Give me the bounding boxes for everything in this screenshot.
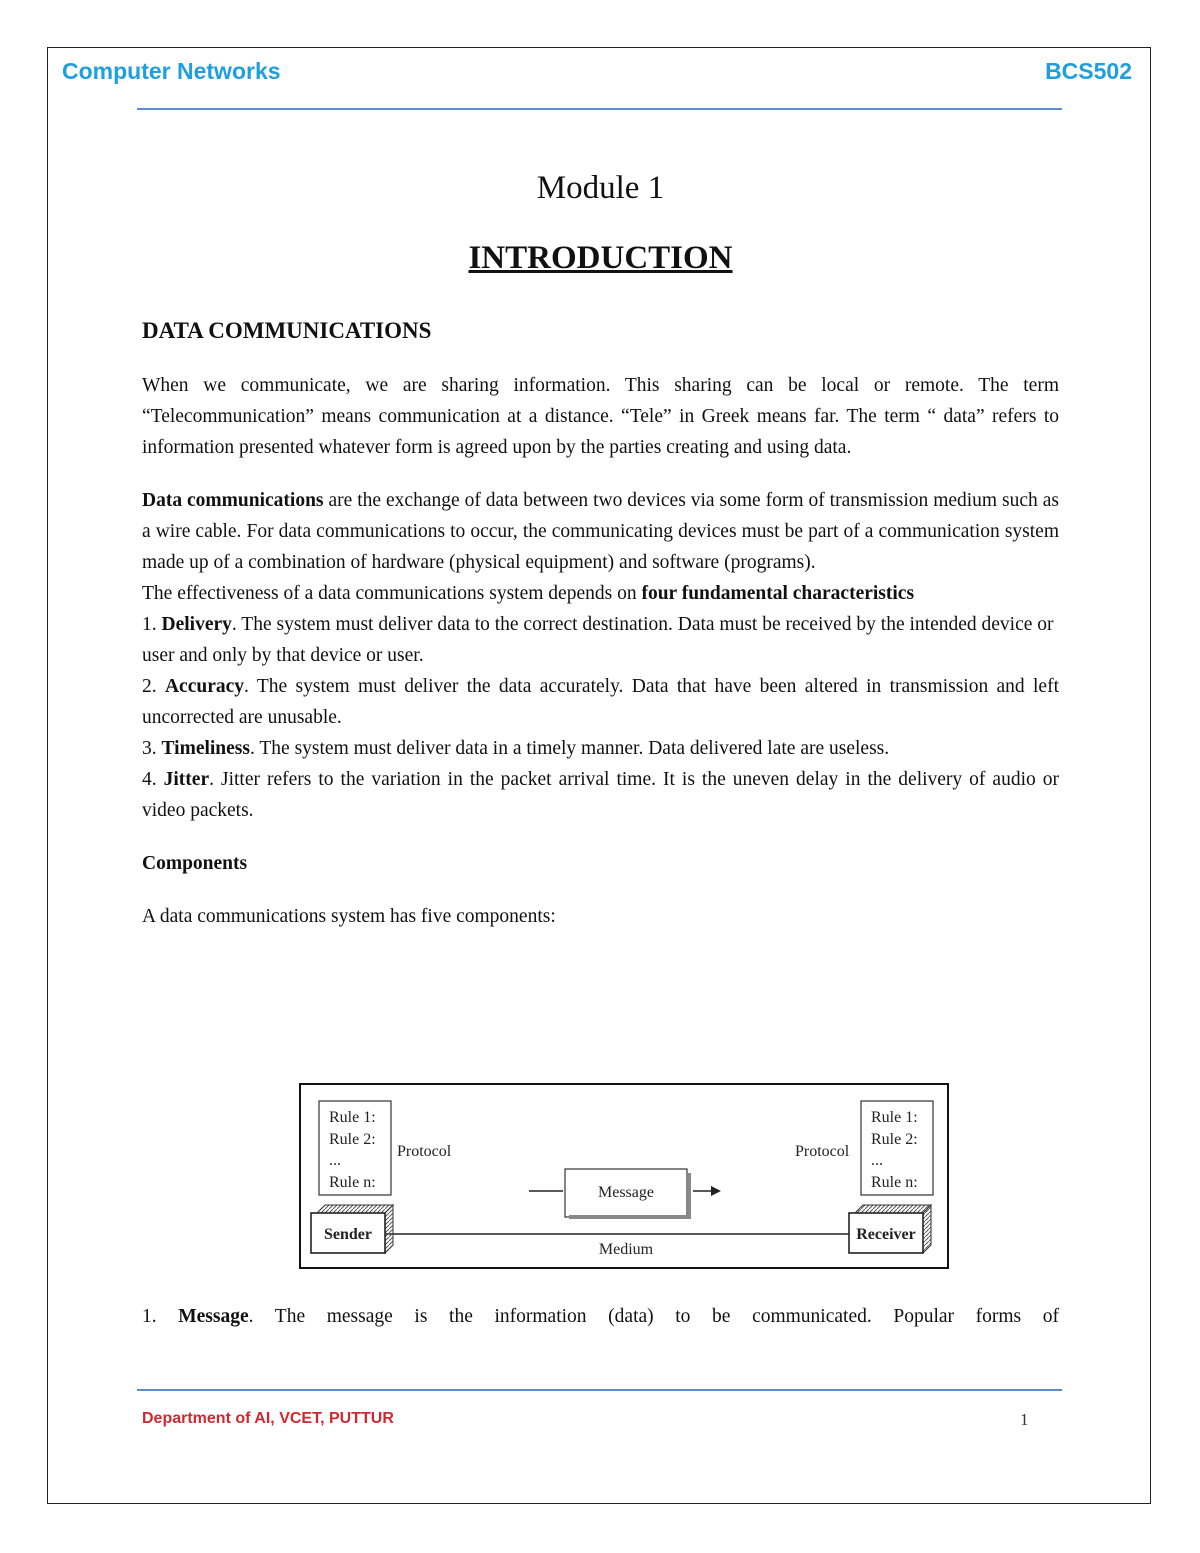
item-text: . The message is the information (data) to be communicated. Popular forms of xyxy=(248,1306,1059,1327)
message-label: Message xyxy=(598,1184,654,1201)
paragraph-characteristics xyxy=(142,578,1059,609)
item-number: 1. xyxy=(142,1306,179,1327)
paragraph-definition xyxy=(142,485,1059,578)
sender-rule-n: Rule n: xyxy=(329,1174,376,1191)
characteristics-text: The effectiveness of a data communications system depends on xyxy=(142,583,642,604)
item-text: . The system must deliver the data accurately. Data that have been altered in transmission and left uncorrected are unusable. xyxy=(142,676,1060,728)
item-number: 3. xyxy=(142,738,162,759)
item-term: Timeliness xyxy=(161,738,250,759)
characteristics-bold: four fundamental characteristics xyxy=(641,583,915,604)
header-course-code: BCS502 xyxy=(1045,58,1132,84)
definition-text: are the exchange of data between two devices via some form of transmission medium such as a wire cable. For data communications to occur, the communicating devices must be part of a communication system made up of a combination of hardware (physical equipment) and software (programs). xyxy=(142,490,1059,573)
item-term: Delivery xyxy=(161,614,232,635)
header-course-title: Computer Networks xyxy=(62,58,281,84)
item-text: . Jitter refers to the variation in the packet arrival time. It is the uneven delay in the delivery of audio or video packets. xyxy=(142,769,1059,821)
message-box-shadow-side xyxy=(687,1173,691,1219)
footer-rule xyxy=(137,1389,1062,1391)
medium-label: Medium xyxy=(598,1241,654,1258)
list-item-message xyxy=(142,1301,1059,1332)
sender-side-face xyxy=(385,1205,393,1253)
sender-label: Sender xyxy=(324,1226,372,1243)
list-item-timeliness xyxy=(142,733,1059,764)
sender-protocol-label: Protocol xyxy=(397,1143,452,1160)
item-text: . The system must deliver data in a timely manner. Data delivered late are useless. xyxy=(249,738,890,759)
receiver-label: Receiver xyxy=(856,1226,916,1243)
receiver-rule-1: Rule 1: xyxy=(871,1109,918,1126)
item-term: Jitter xyxy=(163,769,210,790)
item-term: Message xyxy=(178,1306,249,1327)
item-number: 2. xyxy=(142,676,165,697)
item-number: 4. xyxy=(142,769,164,790)
sender-rule-1: Rule 1: xyxy=(329,1109,376,1126)
term-data-communications: Data communications xyxy=(142,490,324,511)
message-arrow-head xyxy=(711,1186,721,1196)
page-number: 1 xyxy=(1020,1410,1029,1429)
item-text: . The system must deliver data to the correct destination. Data must be received by the intended device or user and only by that device or user. xyxy=(142,614,1054,666)
diagram-svg xyxy=(301,1085,947,1267)
section-heading: DATA COMMUNICATIONS xyxy=(142,318,432,343)
item-number: 1. xyxy=(142,614,162,635)
document-body xyxy=(142,160,1059,932)
list-item-jitter xyxy=(142,764,1059,826)
receiver-protocol-label: Protocol xyxy=(795,1143,850,1160)
chapter-title: INTRODUCTION xyxy=(468,240,733,276)
paragraph-intro: When we communicate, we are sharing information. This sharing can be local or remote. The term “Telecommunication” means communication at a distance. “Tele” in Greek means far. The term “ data” refers to information presented whatever form is agreed upon by the parties creating and using data. xyxy=(142,375,1059,458)
footer-department: Department of AI, VCET, PUTTUR xyxy=(142,1410,394,1427)
receiver-rule-n: Rule n: xyxy=(871,1174,918,1191)
header-rule xyxy=(137,108,1062,110)
sender-rule-2: Rule 2: xyxy=(329,1131,376,1148)
list-item-accuracy xyxy=(142,671,1059,733)
receiver-rule-dots: ... xyxy=(871,1152,883,1169)
receiver-side-face xyxy=(923,1205,931,1253)
components-diagram xyxy=(299,1083,949,1269)
sender-top-face xyxy=(317,1205,393,1213)
item-term: Accuracy xyxy=(164,676,245,697)
list-item-delivery xyxy=(142,609,1059,671)
components-heading: Components xyxy=(142,853,248,874)
components-intro: A data communications system has five components: xyxy=(142,906,556,927)
receiver-top-face xyxy=(855,1205,931,1213)
message-box-shadow xyxy=(569,1215,689,1219)
sender-rule-dots: ... xyxy=(329,1152,341,1169)
module-title: Module 1 xyxy=(536,170,665,206)
receiver-rule-2: Rule 2: xyxy=(871,1131,918,1148)
